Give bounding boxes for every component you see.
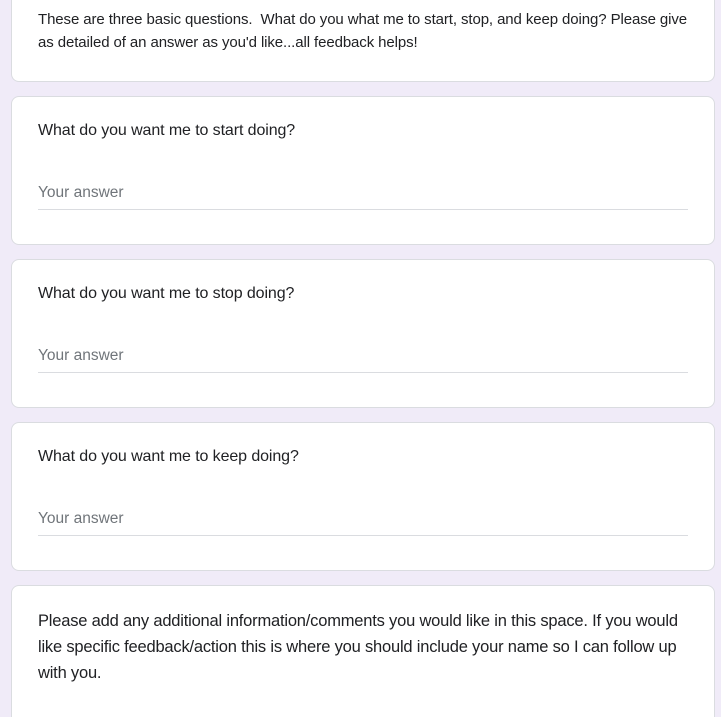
answer-input-start[interactable] [38,183,688,210]
form-card-stack [11,0,715,717]
form-description-card [11,0,715,82]
question-card-stop [11,259,715,408]
form-description-text: These are three basic questions. What do you what me to start, stop, and keep doing? Please give as detailed of an answer as you'd like...all feedback helps! [38,11,692,51]
additional-info-card [11,585,715,717]
answer-input-keep[interactable] [38,509,688,536]
question-title-keep: What do you want me to keep doing? [38,448,299,465]
additional-info-text: Please add any additional information/comments you would like in this space. If you would like specific feedback/action this is where you should include your name so I can follow up with you. [38,612,683,682]
question-title-stop: What do you want me to stop doing? [38,285,295,302]
question-title-start: What do you want me to start doing? [38,122,296,139]
question-card-keep [11,422,715,571]
question-card-start [11,96,715,245]
answer-input-stop[interactable] [38,346,688,373]
